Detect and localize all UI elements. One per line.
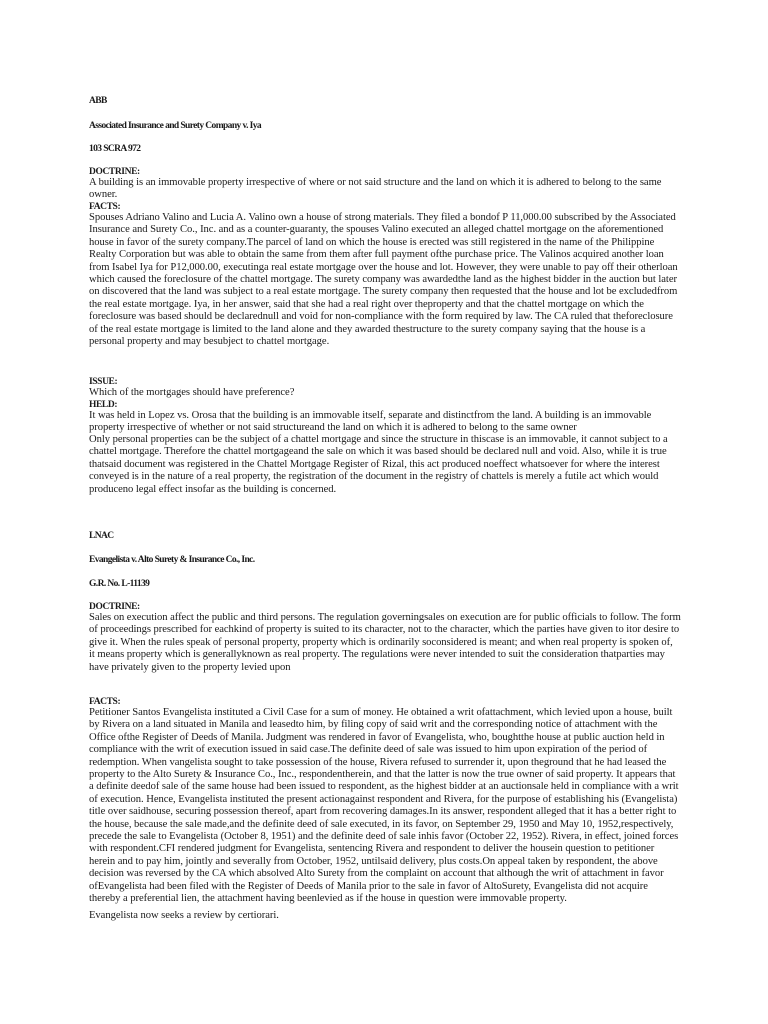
doctrine-text-1: A building is an immovable property irrespective of where or not said structure and the land on which it is adhered to belong to the same owner. bbox=[89, 177, 662, 201]
doctrine-text-2: Sales on execution affect the public and third persons. The regulation governingsales on execution are for public officials to follow. The form of proceedings prescribed for eachkind of property is suited to its character, not to the character, which the parties have given to itor desire to give it. When the rules speak of personal property, property which is ordinarily soconsidered is meant; and when real property is spoken of, it means property which is generallyknown as real property. The regulations were never intended to suit the consideration thatparties may have privately given to the property levied upon bbox=[89, 612, 681, 673]
issue-text-1: Which of the mortgages should have preference? bbox=[89, 387, 295, 398]
issue-label-1: ISSUE: bbox=[89, 377, 118, 387]
facts-label-2: FACTS: bbox=[89, 697, 121, 707]
facts-label-1: FACTS: bbox=[89, 202, 121, 212]
case-citation-2: G.R. No. L-11139 bbox=[89, 579, 150, 589]
closing-text-2: Evangelista now seeks a review by certiorari. bbox=[89, 910, 279, 921]
facts-text-1: Spouses Adriano Valino and Lucia A. Valino own a house of strong materials. They filed a bondof P 11,000.00 subscribed by the Associated Insurance and Surety Co., Inc. and as a counter-guaranty, the spouses Valino executed an alleged chattel mortgage on the aforementioned house in favor of the surety company.The parcel of land on which the house is erected was still registered in the name of the Philippine Realty Corporation but was able to obtain the same from them after full payment ofthe purchase price. The Valinos acquired another loan from Isabel Iya for P12,000.00, executinga real estate mortgage over the house and lot. However, they were unable to pay off their otherloan which caused the foreclosure of the chattel mortgage. The surety company was awardedthe land as the highest bidder in the auction but later on discovered that the land was subject to a real estate mortgage. The surety company then requested that the house and lot be excludedfrom the real estate mortgage. Iya, in her answer, said that she had a real right over theproperty and that the chattel mortgage on which the foreclosure was based should be declarednull and void for non-compliance with the form required by law. The CA ruled that theforeclosure of the real estate mortgage is limited to the land alone and they awarded thestructure to the surety company saying that the house is a personal property and may besubject to chattel mortgage. bbox=[89, 212, 678, 348]
held-text-1b: Only personal properties can be the subject of a chattel mortgage and since the structure in thiscase is an immovable, it cannot subject to a chattel mortgage. Therefore the chattel mortgageand the sale on which it was based should be declared null and void. Also, while it is true thatsaid document was registered in the Chattel Mortgage Register of Rizal, this act produced noeffect whatsoever for where the interest conveyed is in the nature of a real property, the registration of the document in the registry of chattels is merely a futile act which would produceno legal effect insofar as the building is concerned. bbox=[89, 434, 668, 495]
held-text-1a: It was held in Lopez vs. Orosa that the building is an immovable itself, separate and distinctfrom the land. A building is an immovable property irrespective of whether or not said structureand the land on which it is adhered to belong to the same owner bbox=[89, 410, 652, 434]
case-title-2: Evangelista v. Alto Surety & Insurance Co., Inc. bbox=[89, 555, 255, 565]
facts-text-2: Petitioner Santos Evangelista instituted a Civil Case for a sum of money. He obtained a writ ofattachment, which levied upon a house, built by Rivera on a land situated in Manila and leasedto him, by filing copy of said writ and the corresponding notice of attachment with the Office ofthe Register of Deeds of Manila. Judgment was rendered in favor of Evangelista, who, boughtthe house at public auction held in compliance with the writ of execution issued in said case.The definite deed of sale was issued to him upon expiration of the period of redemption. When vangelista sought to take possession of the house, Rivera refused to surrender it, upon theground that he had leased the property to the Alto Surety & Insurance Co., Inc., respondentherein, and that the latter is now the true owner of said property. It appears that a definite deedof sale of the same house had been issued to respondent, as the highest bidder at an auctionsale held in compliance with a writ of execution. Hence, Evangelista instituted the present actionagainst respondent and Rivera, for the purpose of establishing his (Evangelista) title over saidhouse, securing possession thereof, apart from recovering damages.In its answer, respondent alleged that it has a better right to the house, because the sale made,and the definite deed of sale executed, in its favor, on September 29, 1950 and May 10, 1952,respectively, precede the sale to Evangelista (October 8, 1951) and the definite deed of sale inhis favor (October 22, 1952). Rivera, in effect, joined forces with respondent.CFI rendered judgment for Evangelista, sentencing Rivera and respondent to deliver the housein question to petitioner herein and to pay him, jointly and severally from October, 1952, untilsaid delivery, plus costs.On appeal taken by respondent, the above decision was reversed by the CA which absolved Alto Surety from the complaint on account that although the writ of attachment in favor ofEvangelista had been filed with the Register of Deeds of Manila prior to the sale in favor of AltoSurety, Evangelista did not acquire thereby a preferential lien, the attachment having beenlevied as if the house in question were immovable property. bbox=[89, 707, 679, 905]
doctrine-label-2: DOCTRINE: bbox=[89, 602, 140, 612]
section-code-lnac: LNAC bbox=[89, 531, 114, 541]
case-citation-1: 103 SCRA 972 bbox=[89, 144, 141, 154]
section-code-abb: ABB bbox=[89, 96, 107, 106]
held-label-1: HELD: bbox=[89, 400, 118, 410]
case-title-1: Associated Insurance and Surety Company v. Iya bbox=[89, 121, 262, 131]
doctrine-label-1: DOCTRINE: bbox=[89, 167, 140, 177]
